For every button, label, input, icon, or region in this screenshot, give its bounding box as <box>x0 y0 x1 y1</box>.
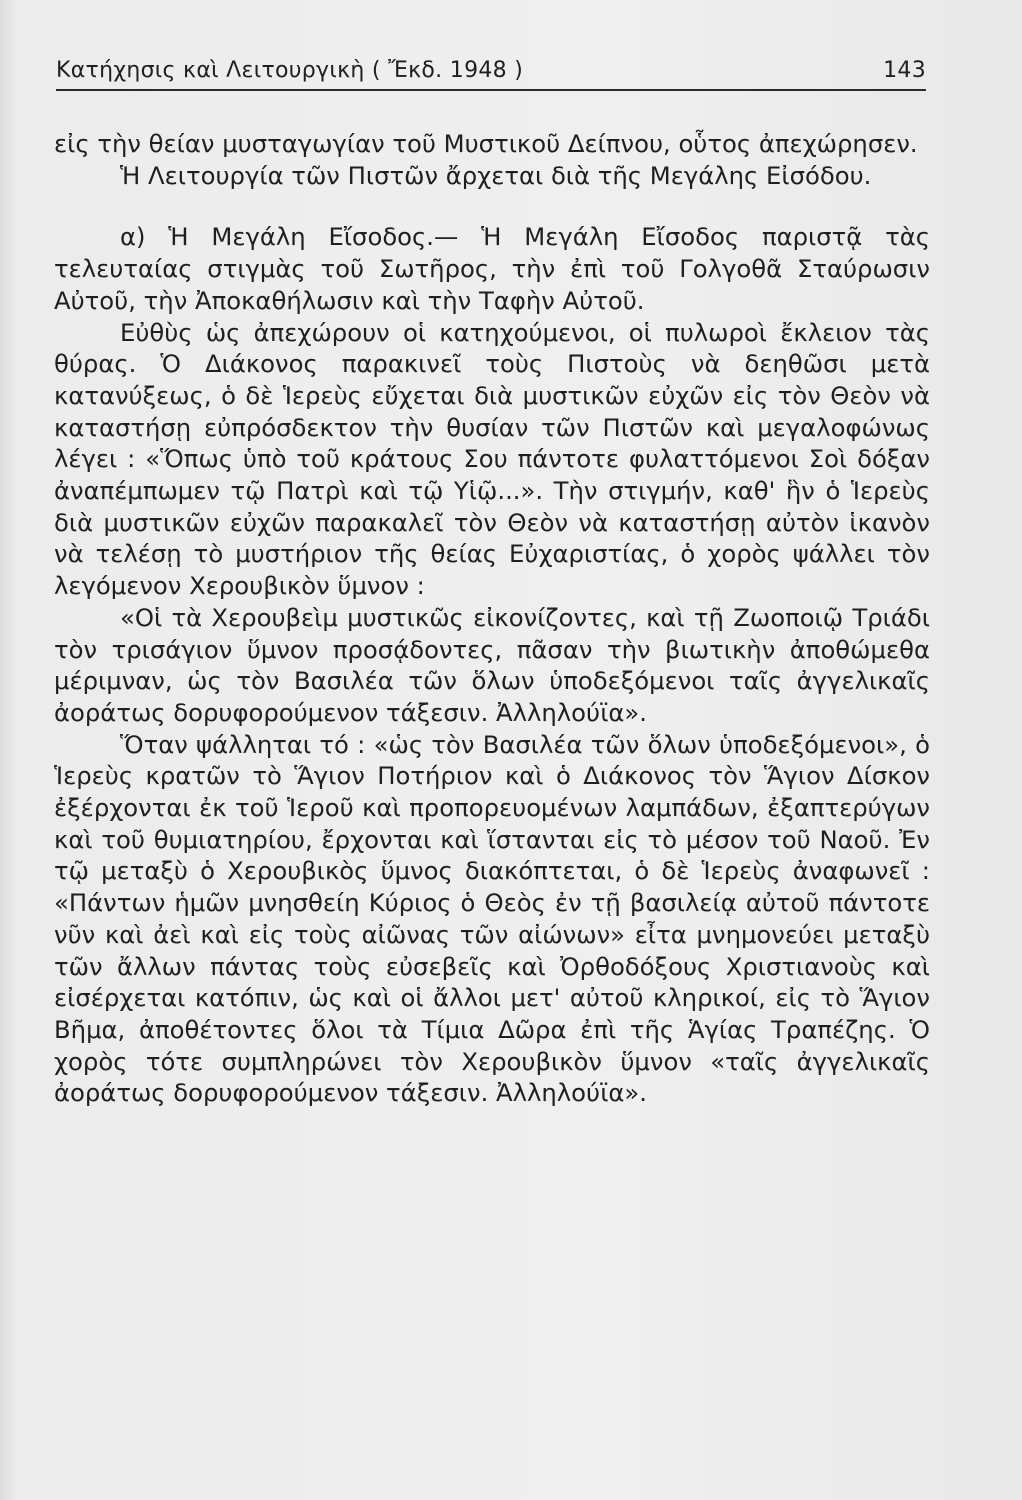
section-heading-great-entrance: α) Ἡ Μεγάλη Εἴσοδος.— Ἡ Μεγάλη Εἴσοδος παριστᾷ τὰς τελευταίας στιγμὰς τοῦ Σωτῆρος, τὴν ἐπὶ τοῦ Γολγοθᾶ Σταύρωσιν Αὐτοῦ, τὴν Ἀποκαθήλωσιν καὶ τὴν Ταφὴν Αὐτοῦ. <box>54 222 930 315</box>
paragraph-continuation: εἰς τὴν θείαν μυσταγωγίαν τοῦ Μυστικοῦ Δείπνου, οὗτος ἀπεχώρησεν. <box>54 129 918 158</box>
paragraph-catechumens-depart: Εὐθὺς ὡς ἀπεχώρουν οἱ κατηχούμενοι, οἱ πυλωροὶ ἔκλειον τὰς θύρας. Ὁ Διάκονος παρακινεῖ τοὺς Πιστοὺς νὰ δεηθῶσι μετὰ κατανύξεως, ὁ δὲ Ἱερεὺς εὔχεται διὰ μυστικῶν εὐχῶν εἰς τὸν Θεὸν νὰ καταστήσῃ εὐπρόσδεκτον τὴν θυσίαν τῶν Πιστῶν καὶ μεγαλοφώνως λέγει : «Ὅπως ὑπὸ τοῦ κράτους Σου πάντοτε φυλαττόμενοι Σοὶ δόξαν ἀναπέμπωμεν τῷ Πατρὶ καὶ τῷ Υἱῷ...». Τὴν στιγμήν, καθ' ἣν ὁ Ἱερεὺς διὰ μυστικῶν εὐχῶν παρακαλεῖ τὸν Θεὸν νὰ καταστήσῃ αὐτὸν ἱκανὸν νὰ τελέσῃ τὸ μυστήριον τῆς θείας Εὐχαριστίας, ὁ χορὸς ψάλλει τὸν λεγόμενον Χερουβικὸν ὕμνον : <box>54 317 930 601</box>
paragraph-cherubic-hymn: «Οἱ τὰ Χερουβεὶμ μυστικῶς εἰκονίζοντες, καὶ τῇ Ζωοποιῷ Τριάδι τὸν τρισάγιον ὕμνον προσᾴδοντες, πᾶσαν τὴν βιωτικὴν ἀποθώμεθα μέριμναν, ὡς τὸν Βασιλέα τῶν ὅλων ὑποδεξόμενοι ταῖς ἀγγελικαῖς ἀοράτως δορυφορούμενον τάξεσιν. Ἀλληλούϊα». <box>54 602 930 727</box>
running-title: Κατήχησις καὶ Λειτουργικὴ ( Ἔκδ. 1948 ) <box>56 58 524 83</box>
running-header <box>56 58 926 91</box>
paragraph-liturgy-of-faithful: Ἡ Λειτουργία τῶν Πιστῶν ἄρχεται διὰ τῆς Μεγάλης Εἰσόδου. <box>120 160 872 190</box>
page-number: 143 <box>883 58 926 83</box>
paragraph-procession: Ὅταν ψάλληται τό : «ὡς τὸν Βασιλέα τῶν ὅλων ὑποδεξόμενοι», ὁ Ἱερεὺς κρατῶν τὸ Ἅγιον Ποτήριον καὶ ὁ Διάκονος τὸν Ἅγιον Δίσκον ἐξέρχονται ἐκ τοῦ Ἱεροῦ καὶ προπορευομένων λαμπάδων, ἐξαπτερύγων καὶ τοῦ θυμιατηρίου, ἔρχονται καὶ ἵστανται εἰς τὸ μέσον τοῦ Ναοῦ. Ἐν τῷ μεταξὺ ὁ Χερουβικὸς ὕμνος διακόπτεται, ὁ δὲ Ἱερεὺς ἀναφωνεῖ : «Πάντων ἡμῶν μνησθείη Κύριος ὁ Θεὸς ἐν τῇ βασιλείᾳ αὐτοῦ πάντοτε νῦν καὶ ἀεὶ καὶ εἰς τοὺς αἰῶνας τῶν αἰώνων» εἶτα μνημονεύει μεταξὺ τῶν ἄλλων πάντας τοὺς εὐσεβεῖς καὶ Ὀρθοδόξους Χριστιανοὺς καὶ εἰσέρχεται κατόπιν, ὡς καὶ οἱ ἄλλοι μετ' αὐτοῦ κληρικοί, εἰς τὸ Ἅγιον Βῆμα, ἀποθέτοντες ὅλοι τὰ Τίμια Δῶρα ἐπὶ τῆς Ἁγίας Τραπέζης. Ὁ χορὸς τότε συμπληρώνει τὸν Χερουβικὸν ὕμνον «ταῖς ἀγγελικαῖς ἀοράτως δορυφορούμενον τάξεσιν. Ἀλληλούϊα». <box>54 729 930 1108</box>
body-text <box>54 128 930 1109</box>
section-gap <box>54 191 930 221</box>
